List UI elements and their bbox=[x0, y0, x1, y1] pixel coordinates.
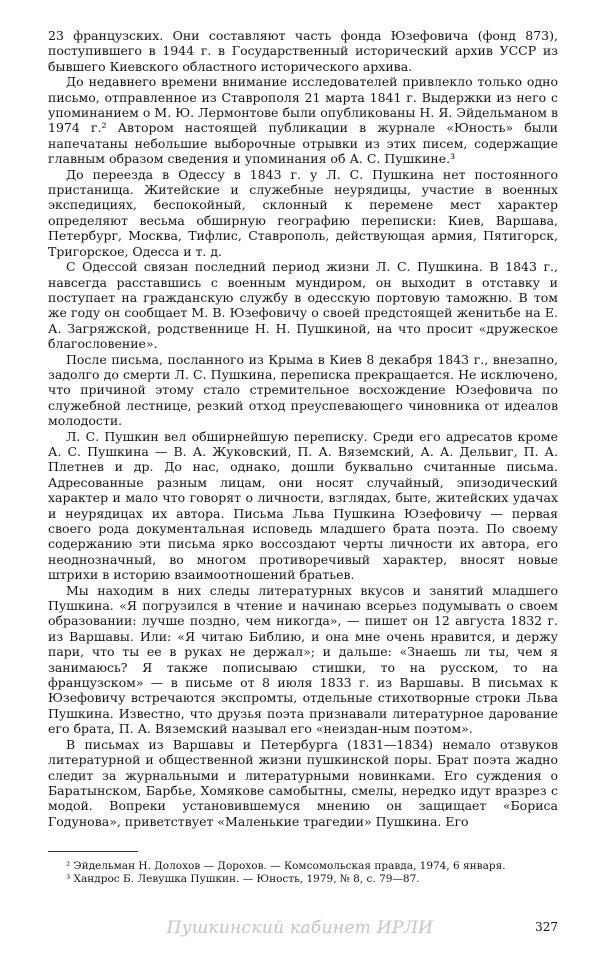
paragraph-2: До недавнего времени внимание исследователей привлекло только одно письмо, отправленное из Ставрополя 21 марта 1841 г. Выдержки из него с упоминанием о М. Ю. Лермонтове были опубликованы Н. Я. Эйдельманом в 1974 г.² Автором настоящей публикации в журнале «Юность» были напечатаны небольшие выборочные отрывки из этих писем, содержащие главным образом сведения и упоминания об А. С. Пушкине.³ bbox=[48, 74, 558, 167]
footnote-2: ² Эйдельман Н. Долохов — Дорохов. — Комсомольская правда, 1974, 6 января. bbox=[66, 860, 506, 873]
page-number: 327 bbox=[535, 920, 558, 934]
paragraph-1: 23 французских. Они составляют часть фонда Юзефовича (фонд 873), поступившего в 1944 г. в Государственный исторический архив УССР из бывшего Киевского областного исторического архива. bbox=[48, 28, 558, 74]
paragraph-4: С Одессой связан последний период жизни Л. С. Пушкина. В 1843 г., навсегда расставшись с военным мундиром, он выходит в отставку и поступает на гражданскую службу в одесскую портовую таможню. В том же году он сообщает М. В. Юзефовичу о своей предстоящей женитьбе на Е. А. Загряжской, родственнице Н. Н. Пушкиной, на что просит «дружеское благословение». bbox=[48, 259, 558, 352]
paragraph-7: Мы находим в них следы литературных вкусов и занятий младшего Пушкина. «Я погрузился в чтение и начинаю всерьез подумывать о своем образовании: лучше поздно, чем никогда», — пишет он 12 августа 1832 г. из Варшавы. Или: «Я читаю Библию, и она мне очень нравится, и держу пари, что ты ее в руках не держал»; и дальше: «Знаешь ли ты, чем я занимаюсь? Я также пописываю стишки, то на русском, то на французском» — в письме от 8 июля 1833 г. из Варшавы. В письмах к Юзефовичу встречаются экспромты, отдельные стихотворные строки Льва Пушкина. Известно, что друзья поэта признавали литературное дарование его брата, П. А. Вяземский называл его «неиздан-ным поэтом». bbox=[48, 582, 558, 737]
paragraph-5: После письма, посланного из Крыма в Киев 8 декабря 1843 г., внезапно, задолго до смерти Л. С. Пушкина, переписка прекращается. Не исключено, что причиной этому стало стремительное восхождение Юзефовича по служебной лестнице, резкий отход преуспевающего чиновника от идеалов молодости. bbox=[48, 351, 558, 429]
paragraph-6: Л. С. Пушкин вел обширнейшую переписку. Среди его адресатов кроме А. С. Пушкина — В. А. Жуковский, П. А. Вяземский, А. А. Дельвиг, П. А. Плетнев и др. До нас, однако, дошли буквально считанные письма. Адресованные разным лицам, они носят случайный, эпизодический характер и мало что говорят о личности, взглядах, быте, житейских удачах и неурядицах их автора. Письма Льва Пушкина Юзефовичу — первая своего рода документальная исповедь младшего брата поэта. По своему содержанию эти письма ярко воссоздают черты личности их автора, его неоднозначный, во многом противоречивый характер, вносят новые штрихи в историю взаимоотношений братьев. bbox=[48, 428, 558, 583]
paragraph-3: До переезда в Одессу в 1843 г. у Л. С. Пушкина нет постоянного пристанища. Житейские и служебные неурядицы, участие в военных экспедициях, беспокойный, склонный к перемене мест характер определяют весьма обширную географию переписки: Киев, Варшава, Петербург, Москва, Тифлис, Ставрополь, действующая армия, Пятигорск, Тригорское, Одесса и т. д. bbox=[48, 166, 558, 259]
footnote-3: ³ Хандрос Б. Левушка Пушкин. — Юность, 1979, № 8, с. 79—87. bbox=[66, 873, 420, 886]
footnote-divider bbox=[48, 851, 138, 852]
library-watermark: Пушкинский кабинет ИРЛИ bbox=[166, 918, 434, 938]
page-body bbox=[48, 28, 558, 886]
paragraph-8: В письмах из Варшавы и Петербурга (1831—1834) немало отзвуков литературной и общественной жизни пушкинской поры. Брат поэта жадно следит за журнальными и литературными новинками. Его суждения о Баратынском, Барбье, Хомякове самобытны, смелы, нередко идут вразрез с модой. Вопреки установившемуся мнению он защищает «Бориса Годунова», приветствует «Маленькие трагедии» Пушкина. Его bbox=[48, 736, 558, 829]
